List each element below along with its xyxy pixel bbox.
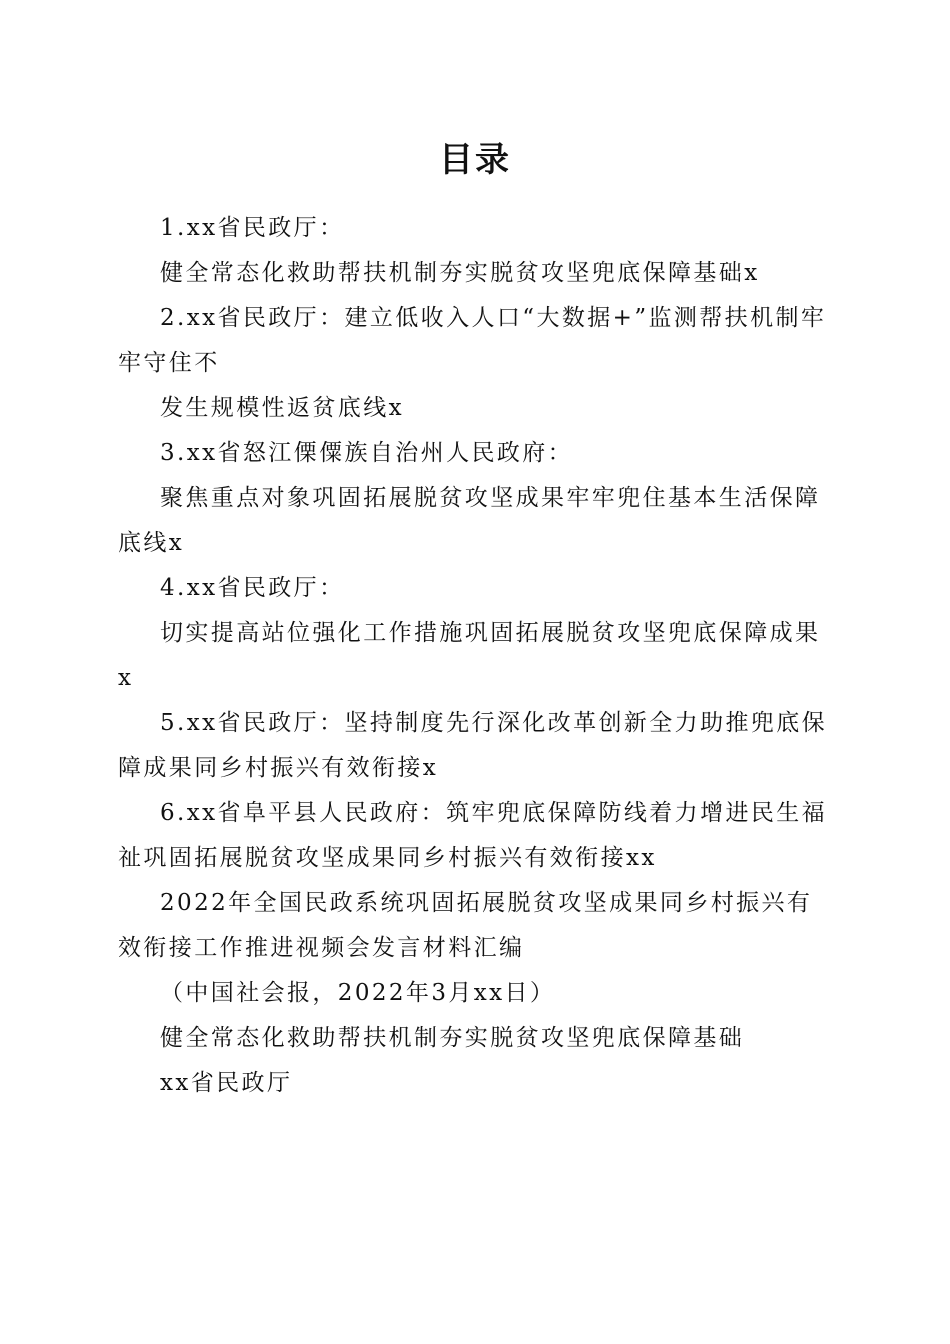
- toc-item-3-heading: 3.xx省怒江傈僳族自治州人民政府：: [160, 440, 574, 466]
- article-title: 健全常态化救助帮扶机制夯实脱贫攻坚兜底保障基础: [160, 1025, 745, 1051]
- toc-item-1-heading: 1.xx省民政厅：: [160, 215, 345, 241]
- toc-item-4-title: 切实提高站位强化工作措施巩固拓展脱贫攻坚兜底保障成果x: [118, 620, 821, 691]
- document-title: 目录: [439, 140, 511, 180]
- document-body: [118, 206, 828, 1106]
- toc-item-4-heading: 4.xx省民政厅：: [160, 575, 345, 601]
- toc-item-6: 6.xx省阜平县人民政府：筑牢兜底保障防线着力增进民生福祉巩固拓展脱贫攻坚成果同乡村振兴有效衔接xx: [118, 800, 828, 871]
- article-author: xx省民政厅: [160, 1070, 293, 1096]
- toc-item-5: 5.xx省民政厅：坚持制度先行深化改革创新全力助推兜底保障成果同乡村振兴有效衔接x: [118, 710, 828, 781]
- source-note: （中国社会报，2022年3月xx日）: [160, 980, 556, 1006]
- toc-item-2-continued: 发生规模性返贫底线x: [160, 395, 404, 421]
- compilation-title: 2022年全国民政系统巩固拓展脱贫攻坚成果同乡村振兴有效衔接工作推进视频会发言材料汇编: [118, 890, 813, 961]
- toc-item-3-title: 聚焦重点对象巩固拓展脱贫攻坚成果牢牢兜住基本生活保障底线x: [118, 485, 821, 556]
- toc-item-1-title: 健全常态化救助帮扶机制夯实脱贫攻坚兜底保障基础x: [160, 260, 760, 286]
- toc-item-2-heading: 2.xx省民政厅：建立低收入人口“大数据+”监测帮扶机制牢牢守住不: [118, 305, 827, 376]
